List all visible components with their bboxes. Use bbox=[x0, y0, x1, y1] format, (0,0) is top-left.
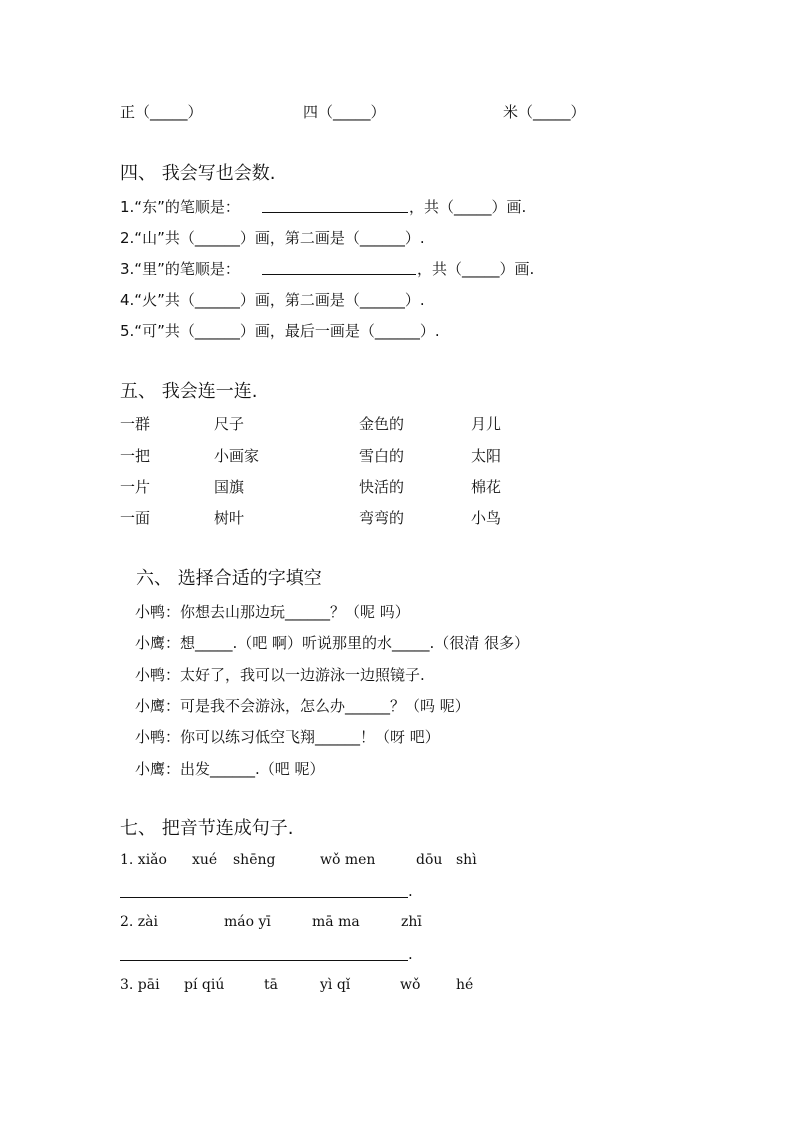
pinyin-syllable: wǒ men bbox=[320, 852, 376, 868]
match-col1-item: 一把 bbox=[120, 447, 151, 465]
sentence-period: . bbox=[408, 882, 413, 900]
sentence-answer-line[interactable] bbox=[120, 897, 408, 898]
pinyin-syllable: mā ma bbox=[312, 914, 360, 930]
match-col1-item: 一群 bbox=[120, 415, 151, 433]
sentence-answer-line[interactable] bbox=[120, 960, 408, 961]
q2-text: 2.“山”共（______）画，第二画是（______）. bbox=[120, 229, 425, 247]
pinyin-syllable: yì qǐ bbox=[320, 977, 351, 993]
section-5-title: 五、 我会连一连. bbox=[120, 381, 258, 402]
q1-answer-line[interactable] bbox=[262, 212, 408, 213]
q1-suffix: ，共（_____）画. bbox=[409, 198, 527, 216]
match-col2-item: 小画家 bbox=[214, 447, 260, 465]
pinyin-syllable: zhī bbox=[401, 914, 422, 930]
match-col4-item: 月儿 bbox=[471, 415, 502, 433]
section-6-title: 六、 选择合适的字填空 bbox=[136, 568, 322, 589]
sentence-period: . bbox=[408, 945, 413, 963]
match-col3-item: 快活的 bbox=[359, 478, 405, 496]
top-item-1: 正（_____） bbox=[120, 103, 203, 121]
dialogue-line: 小鹰：想_____.（吧 啊）听说那里的水_____.（很清 很多） bbox=[135, 634, 530, 652]
match-col2-item: 国旗 bbox=[214, 478, 245, 496]
match-col2-item: 尺子 bbox=[214, 415, 245, 433]
pinyin-syllable: pí qiú bbox=[184, 977, 225, 993]
dialogue-line: 小鸭：太好了，我可以一边游泳一边照镜子. bbox=[135, 666, 425, 684]
match-col3-item: 雪白的 bbox=[359, 447, 405, 465]
dialogue-line: 小鸭：你可以练习低空飞翔______！（呀 吧） bbox=[135, 728, 440, 746]
pinyin-syllable: shì bbox=[456, 852, 477, 868]
top-item-2: 四（_____） bbox=[303, 103, 386, 121]
q4-text: 4.“火”共（______）画，第二画是（______）. bbox=[120, 291, 425, 309]
match-col1-item: 一面 bbox=[120, 509, 151, 527]
dialogue-line: 小鸭：你想去山那边玩______？（呢 吗） bbox=[135, 603, 410, 621]
pinyin-syllable: 1. xiǎo bbox=[120, 852, 167, 868]
pinyin-syllable: máo yī bbox=[224, 914, 271, 930]
q3-suffix: ，共（_____）画. bbox=[417, 260, 535, 278]
q3-answer-line[interactable] bbox=[262, 274, 416, 275]
match-col4-item: 小鸟 bbox=[471, 509, 502, 527]
pinyin-syllable: 3. pāi bbox=[120, 977, 160, 993]
match-col3-item: 弯弯的 bbox=[359, 509, 405, 527]
q5-text: 5.“可”共（______）画，最后一画是（______）. bbox=[120, 322, 440, 340]
section-7-title: 七、 把音节连成句子. bbox=[120, 818, 294, 839]
pinyin-syllable: xué bbox=[192, 852, 218, 868]
pinyin-syllable: 2. zài bbox=[120, 914, 159, 930]
pinyin-syllable: tā bbox=[264, 977, 278, 993]
q1-label: 1.“东”的笔顺是： bbox=[120, 198, 240, 216]
dialogue-line: 小鹰：出发______.（吧 呢） bbox=[135, 760, 325, 778]
q3-label: 3.“里”的笔顺是： bbox=[120, 260, 240, 278]
dialogue-line: 小鹰：可是我不会游泳，怎么办______？（吗 呢） bbox=[135, 697, 470, 715]
pinyin-syllable: hé bbox=[456, 977, 474, 993]
pinyin-syllable: wǒ bbox=[400, 977, 421, 993]
match-col2-item: 树叶 bbox=[214, 509, 245, 527]
top-item-3: 米（_____） bbox=[503, 103, 586, 121]
section-4-title: 四、 我会写也会数. bbox=[120, 163, 276, 184]
match-col4-item: 太阳 bbox=[471, 447, 502, 465]
pinyin-syllable: dōu bbox=[416, 852, 443, 868]
pinyin-syllable: shēng bbox=[233, 852, 276, 868]
match-col1-item: 一片 bbox=[120, 478, 151, 496]
match-col4-item: 棉花 bbox=[471, 478, 502, 496]
match-col3-item: 金色的 bbox=[359, 415, 405, 433]
